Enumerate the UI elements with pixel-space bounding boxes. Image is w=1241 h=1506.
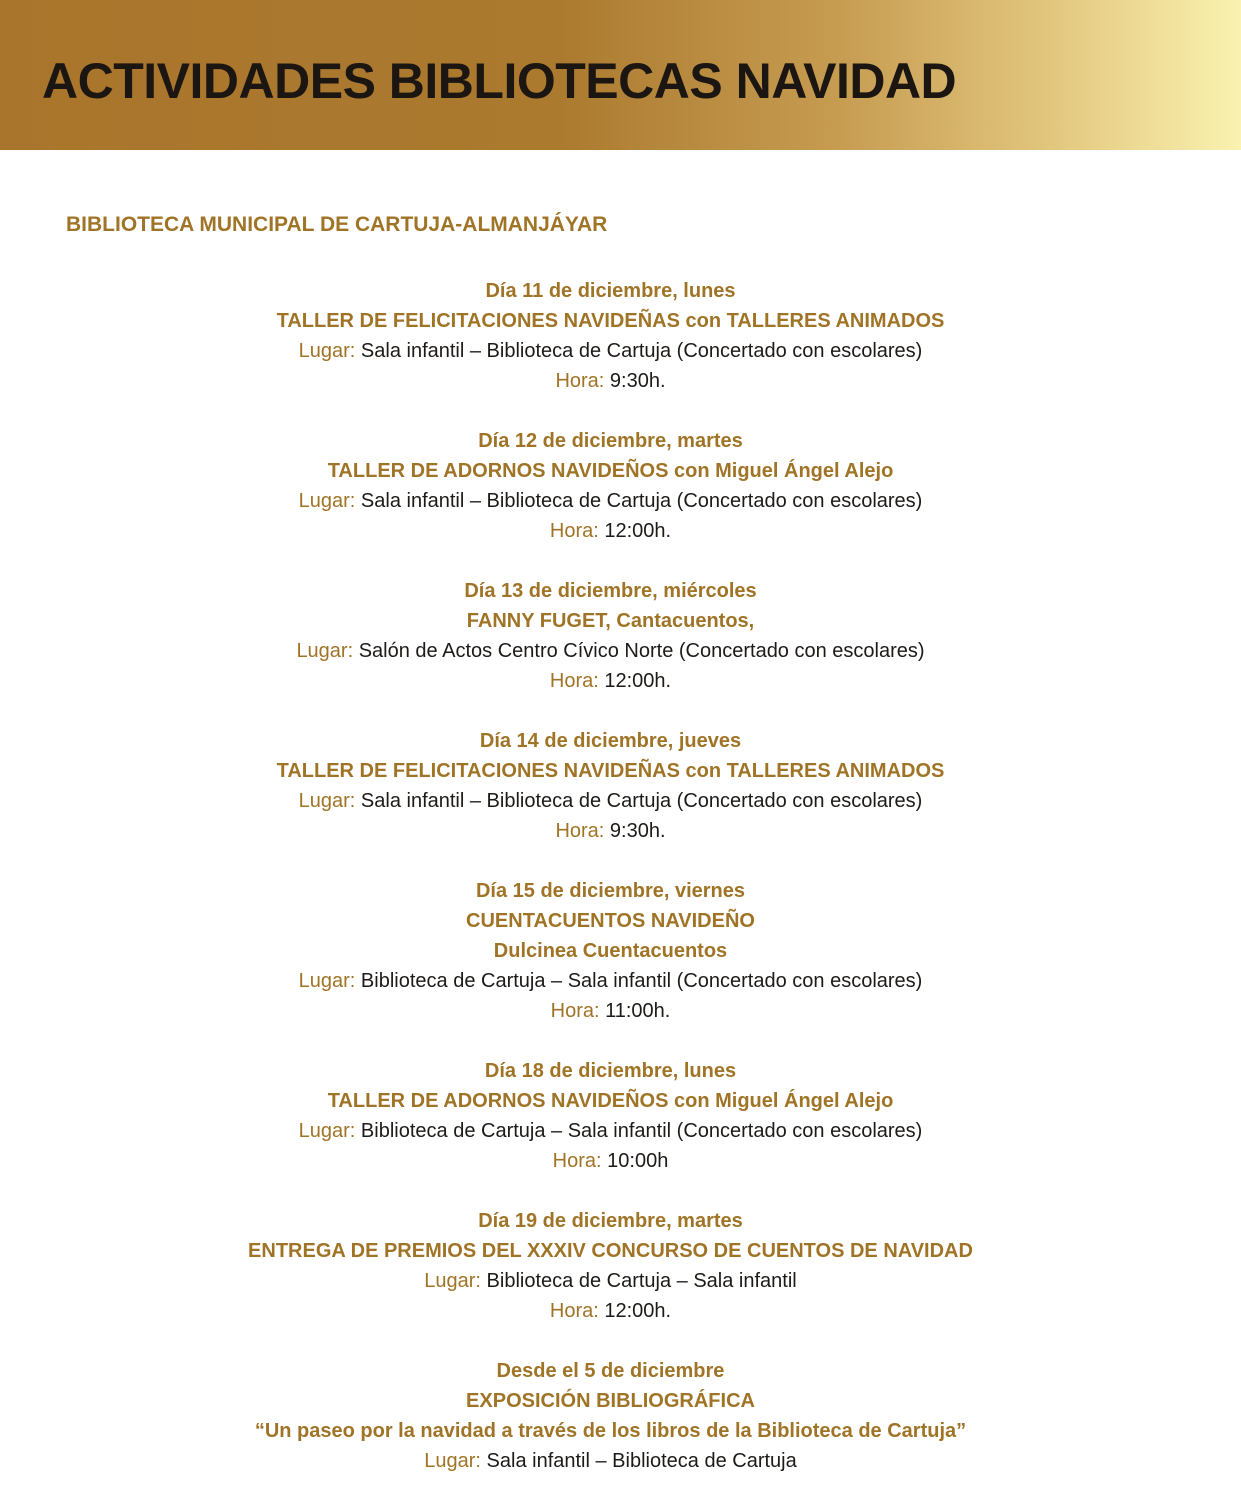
location-value: Biblioteca de Cartuja – Sala infantil (Concertado con escolares) bbox=[360, 1120, 923, 1142]
section-title: BIBLIOTECA MUNICIPAL DE CARTUJA-ALMANJÁYAR bbox=[66, 213, 608, 236]
location-label: Lugar: bbox=[424, 1270, 481, 1292]
event-item bbox=[0, 1356, 1221, 1476]
time-value: 11:00h. bbox=[605, 1000, 671, 1022]
event-title: ENTREGA DE PREMIOS DEL XXXIV CONCURSO DE CUENTOS DE NAVIDAD bbox=[248, 1240, 973, 1262]
event-location bbox=[0, 486, 1221, 516]
time-label: Hora: bbox=[555, 820, 605, 842]
time-value: 9:30h. bbox=[609, 820, 666, 842]
event-location bbox=[0, 1446, 1221, 1476]
event-location bbox=[0, 966, 1221, 996]
event-subtitle: “Un paseo por la navidad a través de los libros de la Biblioteca de Cartuja” bbox=[254, 1420, 967, 1442]
time-value: 9:30h. bbox=[609, 370, 666, 392]
location-label: Lugar: bbox=[298, 970, 356, 992]
event-item bbox=[0, 1206, 1221, 1326]
event-title: FANNY FUGET, Cantacuentos, bbox=[466, 610, 755, 632]
event-title: EXPOSICIÓN BIBLIOGRÁFICA bbox=[466, 1390, 755, 1412]
event-time bbox=[0, 516, 1221, 546]
event-date: Día 15 de diciembre, viernes bbox=[475, 880, 746, 902]
event-title: TALLER DE ADORNOS NAVIDEÑOS con Miguel Ángel Alejo bbox=[327, 460, 894, 482]
event-title: CUENTACUENTOS NAVIDEÑO bbox=[466, 910, 755, 932]
header-banner bbox=[0, 0, 1241, 150]
event-time bbox=[0, 1296, 1221, 1326]
location-label: Lugar: bbox=[298, 1120, 356, 1142]
location-label: Lugar: bbox=[298, 340, 356, 362]
location-label: Lugar: bbox=[424, 1450, 481, 1472]
time-label: Hora: bbox=[555, 370, 605, 392]
event-time bbox=[0, 816, 1221, 846]
time-label: Hora: bbox=[552, 1150, 602, 1172]
event-date: Día 13 de diciembre, miércoles bbox=[464, 580, 757, 602]
location-value: Biblioteca de Cartuja – Sala infantil (Concertado con escolares) bbox=[360, 970, 923, 992]
event-location bbox=[0, 1266, 1221, 1296]
event-subtitle: Dulcinea Cuentacuentos bbox=[493, 940, 728, 962]
event-date: Día 18 de diciembre, lunes bbox=[484, 1060, 737, 1082]
event-title: TALLER DE FELICITACIONES NAVIDEÑAS con TALLERES ANIMADOS bbox=[276, 760, 945, 782]
event-location bbox=[0, 1116, 1221, 1146]
event-item bbox=[0, 576, 1221, 696]
time-value: 12:00h. bbox=[604, 1300, 672, 1322]
event-location bbox=[0, 336, 1221, 366]
location-value: Sala infantil – Biblioteca de Cartuja (Concertado con escolares) bbox=[360, 340, 923, 362]
event-location bbox=[0, 636, 1221, 666]
event-time bbox=[0, 1146, 1221, 1176]
location-label: Lugar: bbox=[298, 790, 356, 812]
event-time bbox=[0, 996, 1221, 1026]
location-value: Sala infantil – Biblioteca de Cartuja (Concertado con escolares) bbox=[360, 790, 923, 812]
event-date: Día 11 de diciembre, lunes bbox=[485, 280, 736, 302]
location-value: Biblioteca de Cartuja – Sala infantil bbox=[486, 1270, 797, 1292]
event-title: TALLER DE ADORNOS NAVIDEÑOS con Miguel Ángel Alejo bbox=[327, 1090, 894, 1112]
event-time bbox=[0, 666, 1221, 696]
location-value: Sala infantil – Biblioteca de Cartuja (Concertado con escolares) bbox=[360, 490, 923, 512]
time-label: Hora: bbox=[549, 1300, 599, 1322]
event-item bbox=[0, 276, 1221, 396]
event-date: Desde el 5 de diciembre bbox=[496, 1360, 725, 1382]
event-date: Día 14 de diciembre, jueves bbox=[479, 730, 742, 752]
location-label: Lugar: bbox=[296, 640, 354, 662]
events-list bbox=[0, 276, 1221, 1506]
event-time bbox=[0, 366, 1221, 396]
time-label: Hora: bbox=[549, 520, 599, 542]
location-label: Lugar: bbox=[298, 490, 356, 512]
time-value: 12:00h. bbox=[604, 670, 672, 692]
event-item bbox=[0, 1056, 1221, 1176]
time-value: 10:00h bbox=[607, 1150, 669, 1172]
event-item bbox=[0, 726, 1221, 846]
time-value: 12:00h. bbox=[604, 520, 672, 542]
page-title: ACTIVIDADES BIBLIOTECAS NAVIDAD bbox=[42, 53, 957, 109]
location-value: Sala infantil – Biblioteca de Cartuja bbox=[486, 1450, 797, 1472]
event-title: TALLER DE FELICITACIONES NAVIDEÑAS con TALLERES ANIMADOS bbox=[276, 310, 945, 332]
time-label: Hora: bbox=[550, 1000, 600, 1022]
location-value: Salón de Actos Centro Cívico Norte (Concertado con escolares) bbox=[358, 640, 925, 662]
event-item bbox=[0, 426, 1221, 546]
time-label: Hora: bbox=[549, 670, 599, 692]
event-date: Día 19 de diciembre, martes bbox=[478, 1210, 743, 1232]
event-date: Día 12 de diciembre, martes bbox=[478, 430, 743, 452]
event-location bbox=[0, 786, 1221, 816]
event-item bbox=[0, 876, 1221, 1026]
